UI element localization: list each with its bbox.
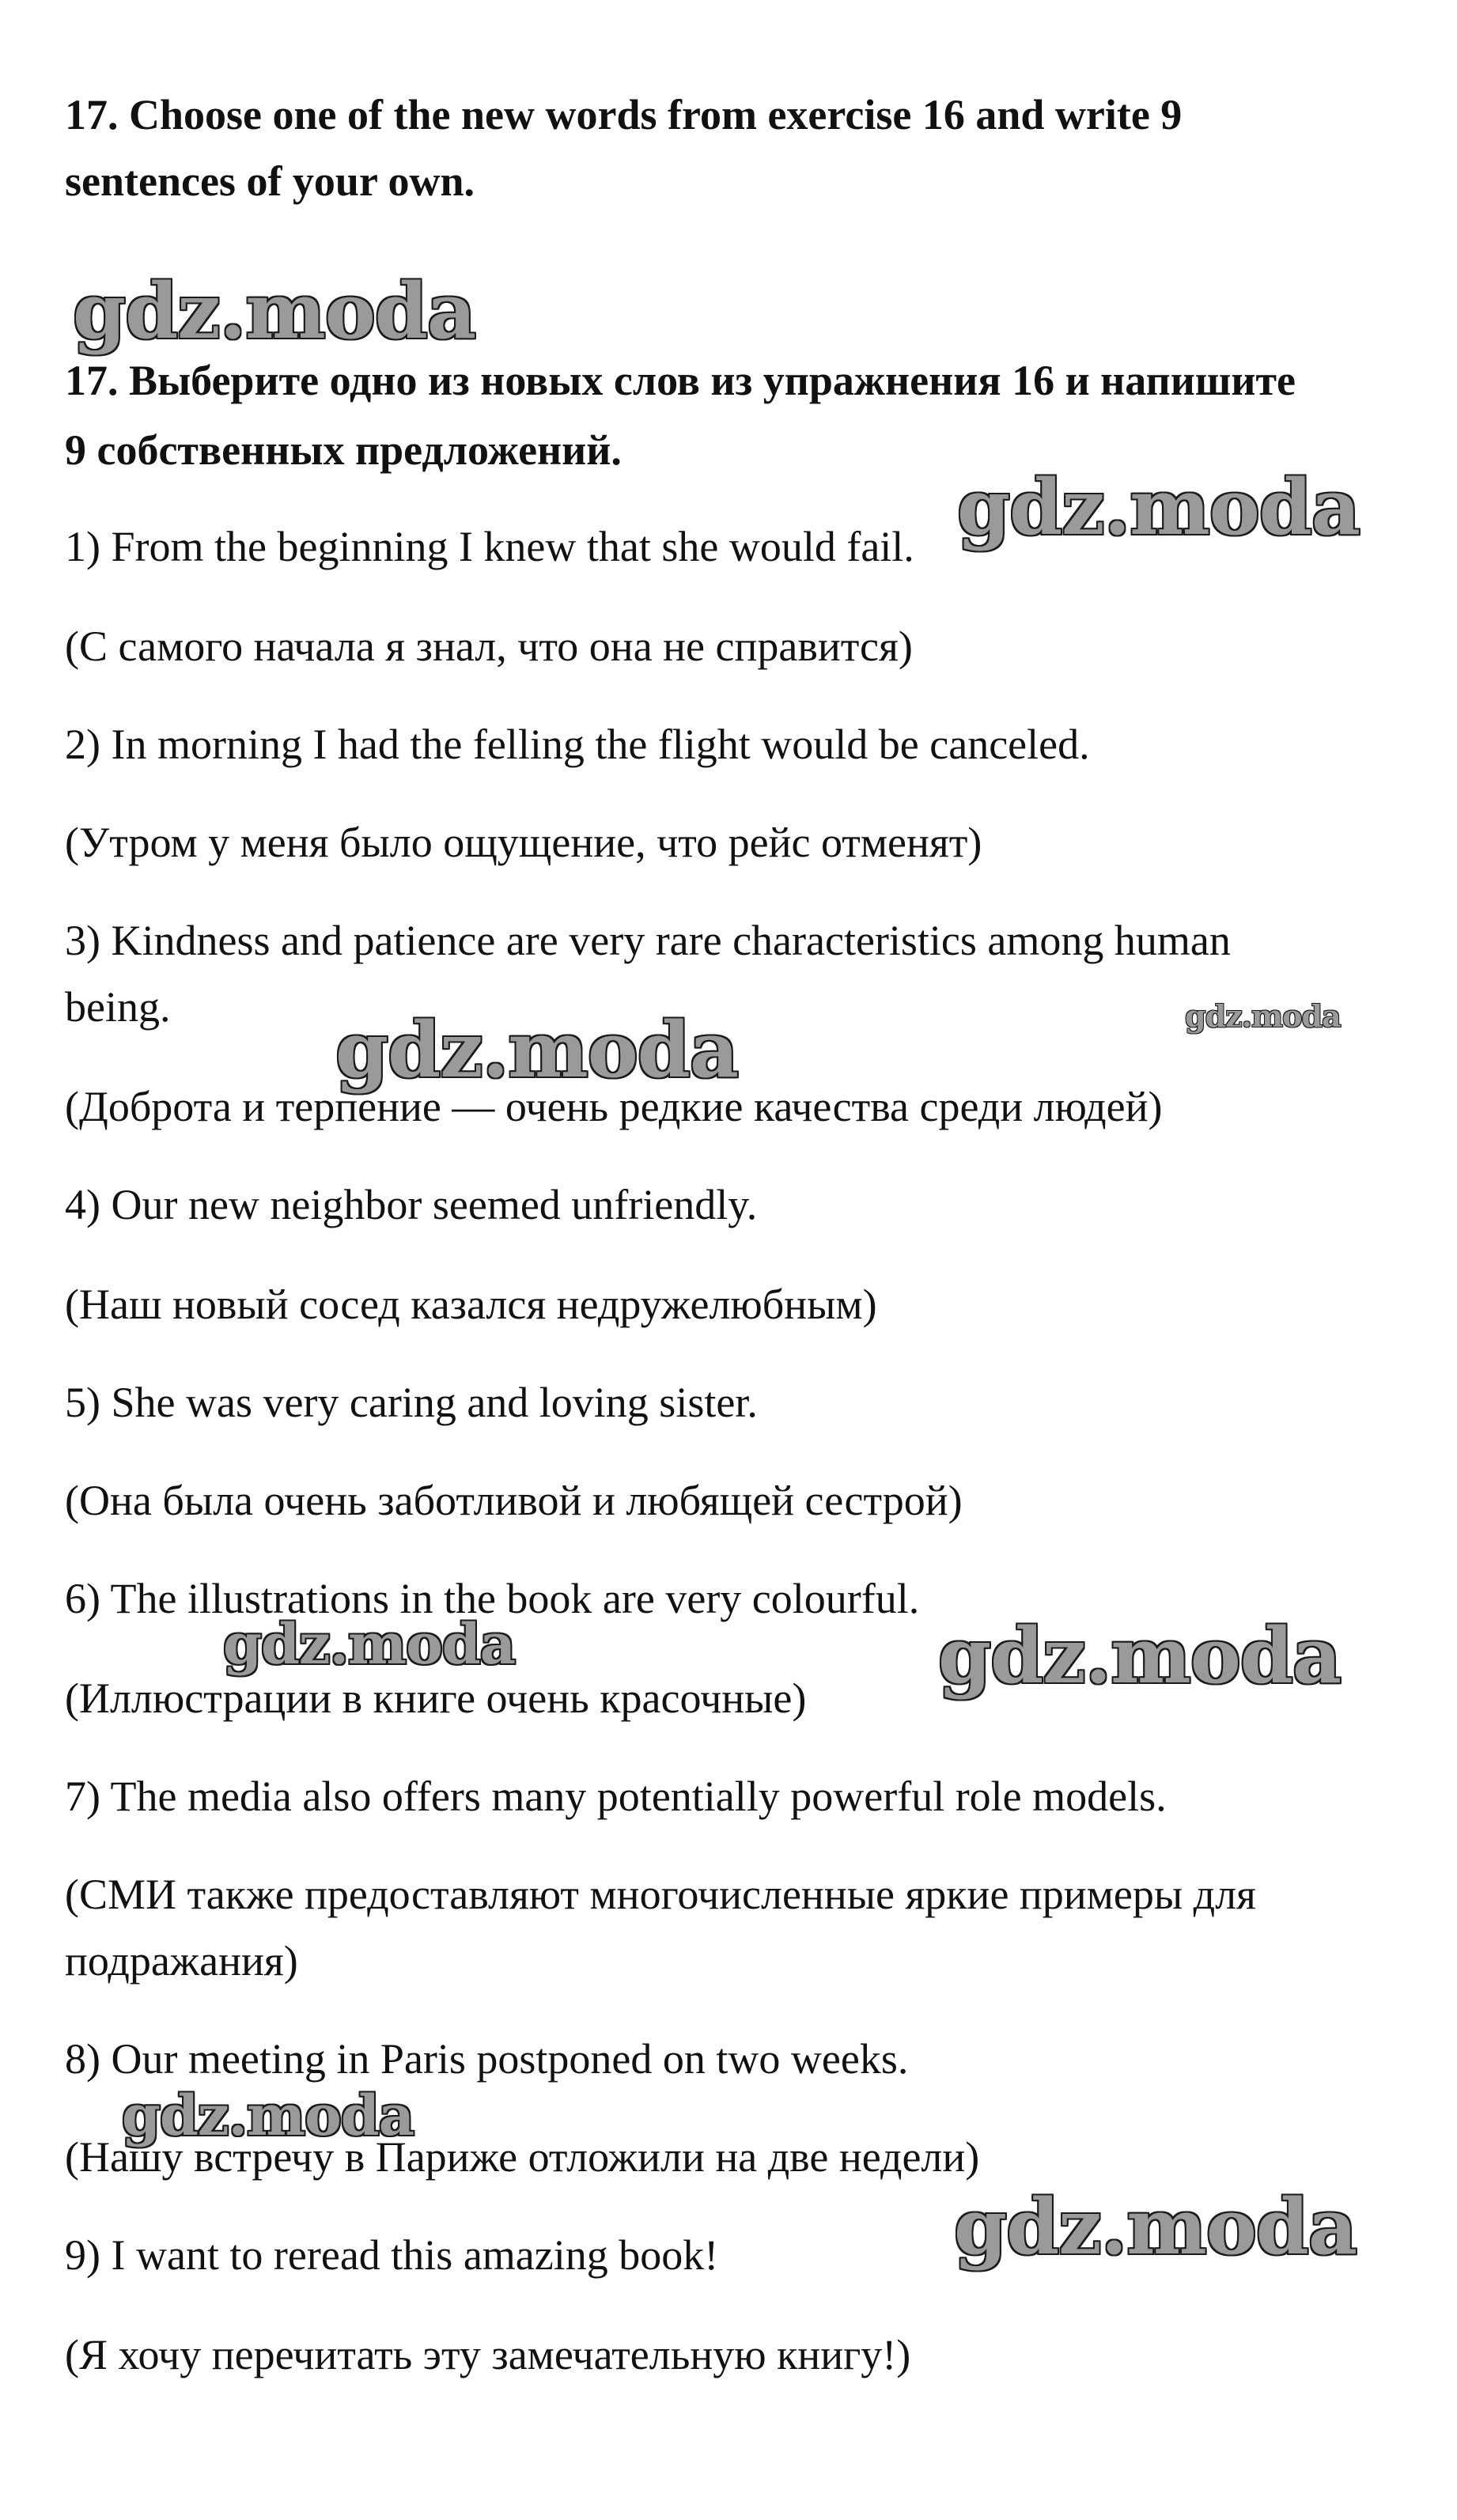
watermark-logo: gdz.moda [1185,998,1341,1034]
task-title-ru-line1: 17. Выберите одно из новых слов из упражнения 16 и напишите [65,357,1296,404]
watermark-logo: gdz.moda [954,2182,1357,2272]
watermark-logo: gdz.moda [73,267,476,356]
sentence-7-ru-line2: подражания) [65,1937,298,1985]
sentence-5-ru: (Она была очень заботливой и любящей сестрой) [65,1477,963,1524]
sentence-5-en: 5) She was very caring and loving sister. [65,1379,758,1426]
sentence-4-en: 4) Our new neighbor seemed unfriendly. [65,1181,758,1228]
sentence-2-en: 2) In morning I had the felling the flight would be canceled. [65,721,1090,768]
watermark-logo: gdz.moda [335,1005,739,1095]
sentence-3-en-line2: being. [65,983,171,1031]
watermark-logo: gdz.moda [122,2083,414,2148]
sentence-8-en: 8) Our meeting in Paris postponed on two weeks. [65,2035,909,2083]
sentence-9-ru: (Я хочу перечитать эту замечательную книгу!) [65,2331,911,2378]
watermark-logo: gdz.moda [957,463,1360,552]
sentence-8-ru: (Нашу встречу в Париже отложили на две недели) [65,2133,980,2181]
sentence-9-en: 9) I want to reread this amazing book! [65,2231,719,2279]
sentence-6-ru: (Иллюстрации в книге очень красочные) [65,1674,807,1722]
sentence-7-ru-line1: (СМИ также предоставляют многочисленные яркие примеры для [65,1871,1256,1918]
task-title-en-line2: sentences of your own. [65,157,475,205]
watermark-logo: gdz.moda [223,1611,516,1677]
sentence-7-en: 7) The media also offers many potentially powerful role models. [65,1773,1167,1820]
sentence-3-en-line1: 3) Kindness and patience are very rare characteristics among human [65,917,1231,964]
sentence-2-ru: (Утром у меня было ощущение, что рейс отменят) [65,819,982,866]
watermark-logo: gdz.moda [938,1611,1342,1701]
sentence-1-en: 1) From the beginning I knew that she would fail. [65,523,914,570]
sentence-1-ru: (С самого начала я знал, что она не справится) [65,622,913,670]
sentence-6-en: 6) The illustrations in the book are very colourful. [65,1575,920,1622]
task-title-en-line1: 17. Choose one of the new words from exercise 16 and write 9 [65,91,1183,138]
sentence-4-ru: (Наш новый сосед казался недружелюбным) [65,1281,877,1328]
sentence-3-ru: (Доброта и терпение — очень редкие качества среди людей) [65,1083,1163,1130]
task-title-ru-line2: 9 собственных предложений. [65,426,622,474]
